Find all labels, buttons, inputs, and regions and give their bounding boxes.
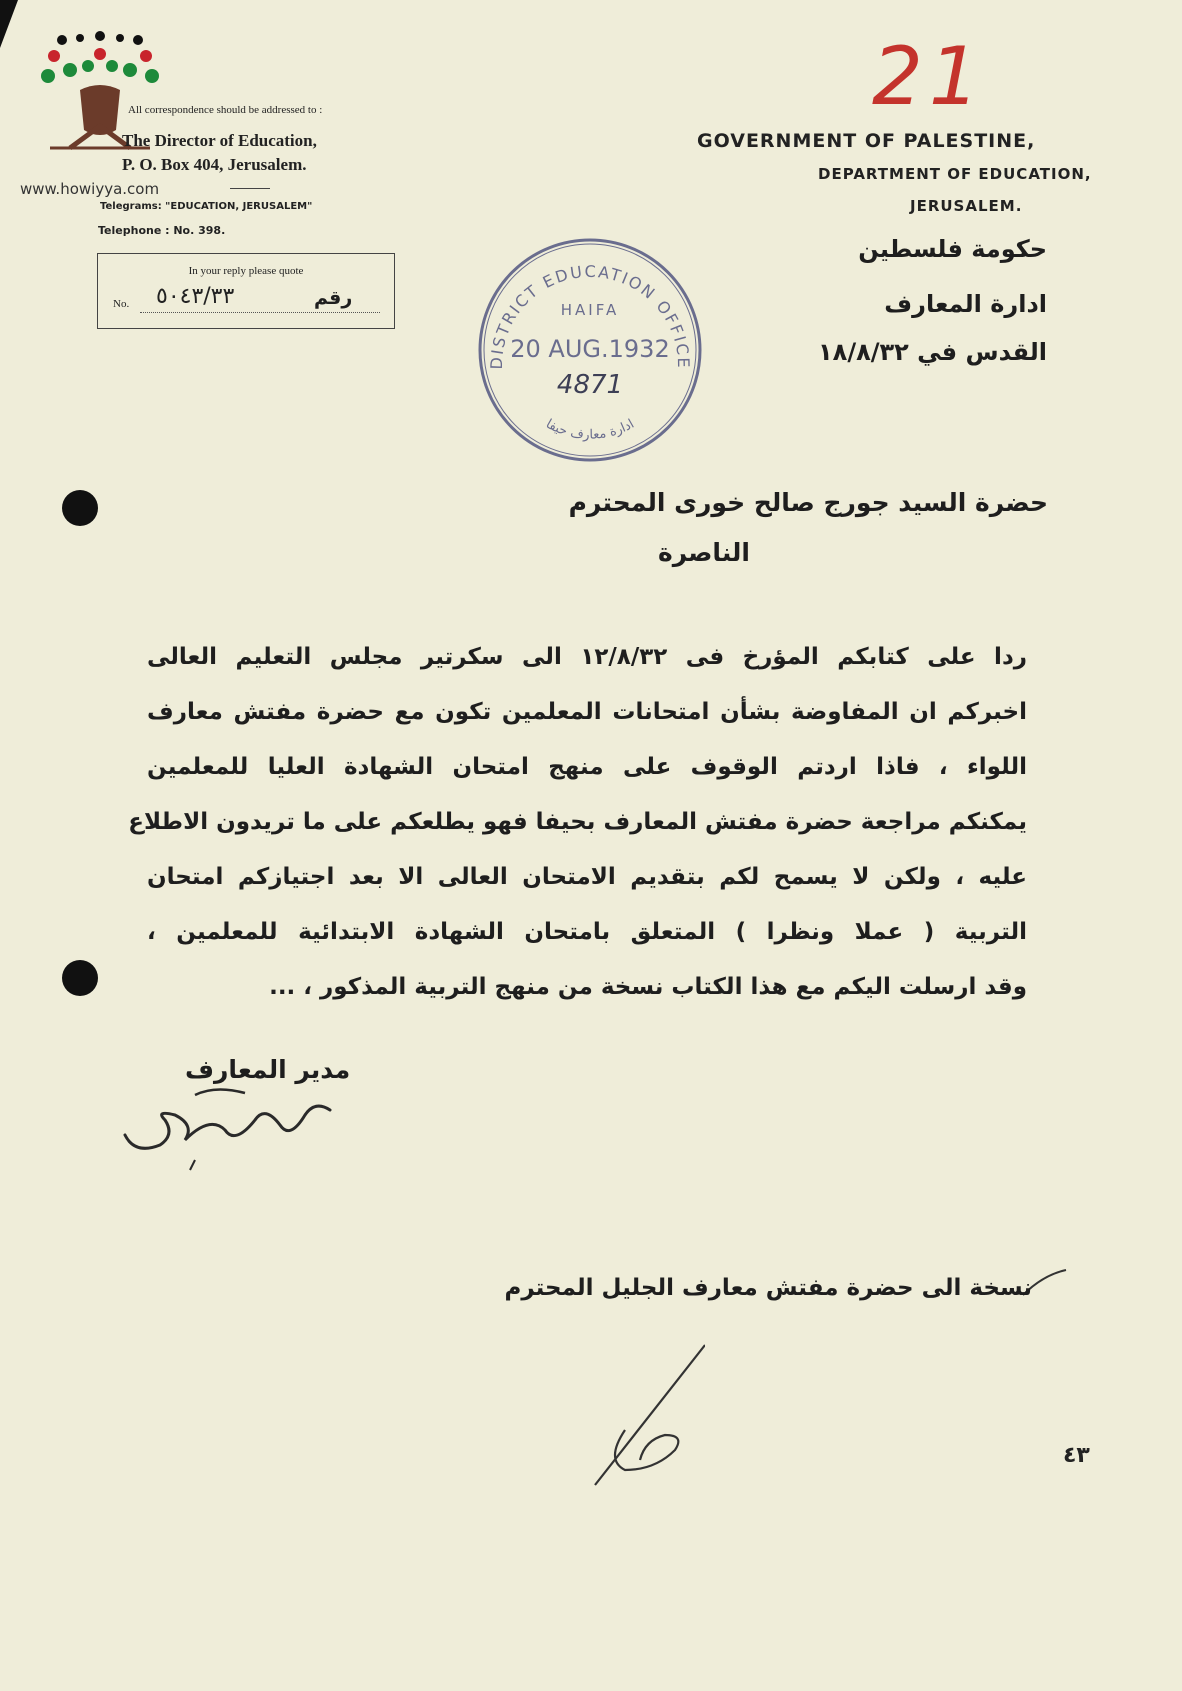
- stamp-arabic-ring: ادارة معارف حيفا: [543, 416, 637, 443]
- body-line: اخبركم ان المفاوضة بشأن امتحانات المعلمين تكون مع حضرة مفتش معارف: [147, 699, 1027, 725]
- addressee-city: الناصرة: [657, 538, 750, 567]
- handwritten-signature: [115, 1075, 345, 1175]
- copy-recipient: نسخة الى حضرة مفتش معارف الجليل المحترم: [504, 1275, 1032, 1301]
- handwritten-initials: [585, 1340, 705, 1490]
- arabic-date: القدس في ١٨/٨/٣٢: [818, 338, 1047, 366]
- reference-ar-label: رقم: [314, 287, 353, 309]
- page-number: 21: [872, 30, 986, 123]
- stamp-city: HAIFA: [560, 301, 620, 319]
- signature-title: مدير المعارف: [185, 1055, 351, 1084]
- body-line: عليه ، ولكن لا يسمح لكم بتقديم الامتحان العالى الا بعد اجتيازكم امتحان: [147, 864, 1027, 890]
- city-title: JERUSALEM.: [910, 197, 1023, 215]
- reference-no-label: No.: [113, 298, 130, 310]
- body-line: ردا على كتابكم المؤرخ فى ١٢/٨/٣٢ الى سكرتير مجلس التعليم العالى: [147, 644, 1027, 670]
- telephone: Telephone : No. 398.: [98, 224, 226, 237]
- government-title: GOVERNMENT OF PALESTINE,: [697, 130, 1036, 152]
- body-line: يمكنكم مراجعة حضرة مفتش المعارف بحيفا فهو يطلعكم على ما تريدون الاطلاع: [128, 809, 1027, 835]
- stamp-handwritten-number: 4871: [556, 370, 624, 400]
- body-line: وقد ارسلت اليكم مع هذا الكتاب نسخة من منهج التربية المذكور ، ...: [269, 974, 1027, 1000]
- logo-website: www.howiyya.com: [20, 180, 160, 198]
- po-box: P. O. Box 404, Jerusalem.: [122, 155, 307, 174]
- punch-hole: [62, 960, 98, 996]
- addressee-name: حضرة السيد جورج صالح خورى المحترم: [568, 488, 1048, 517]
- punch-hole: [62, 490, 98, 526]
- body-line: اللواء ، فاذا اردتم الوقوف على منهج امتحان الشهادة العليا للمعلمين: [147, 754, 1027, 780]
- reference-quote-text: In your reply please quote: [188, 265, 304, 277]
- director-address: The Director of Education,: [122, 131, 317, 150]
- reference-dotted-line: [140, 312, 380, 313]
- body-line: التربية ( عملا ونظرا ) المتعلق بامتحان الشهادة الابتدائية للمعلمين ،: [147, 919, 1027, 945]
- footer-number: ٤٣: [1063, 1443, 1090, 1468]
- stamp-date: 20 AUG.1932: [510, 335, 670, 363]
- district-office-stamp: [470, 225, 710, 470]
- arabic-government-title: حكومة فلسطين: [858, 235, 1047, 263]
- letter-body: [128, 630, 1027, 1015]
- page-corner-shadow: [0, 0, 18, 48]
- correspondence-note: All correspondence should be addressed to :: [128, 104, 323, 116]
- arabic-department-title: ادارة المعارف: [884, 290, 1047, 318]
- divider: [230, 188, 270, 189]
- reference-box: [97, 253, 395, 329]
- telegrams: Telegrams: "EDUCATION, JERUSALEM": [100, 201, 313, 212]
- stamp-ring-text: DISTRICT EDUCATION OFFICE: [486, 261, 694, 370]
- reference-number: ٥٠٤٣/٣٣: [156, 284, 235, 309]
- department-title: DEPARTMENT OF EDUCATION,: [818, 165, 1092, 183]
